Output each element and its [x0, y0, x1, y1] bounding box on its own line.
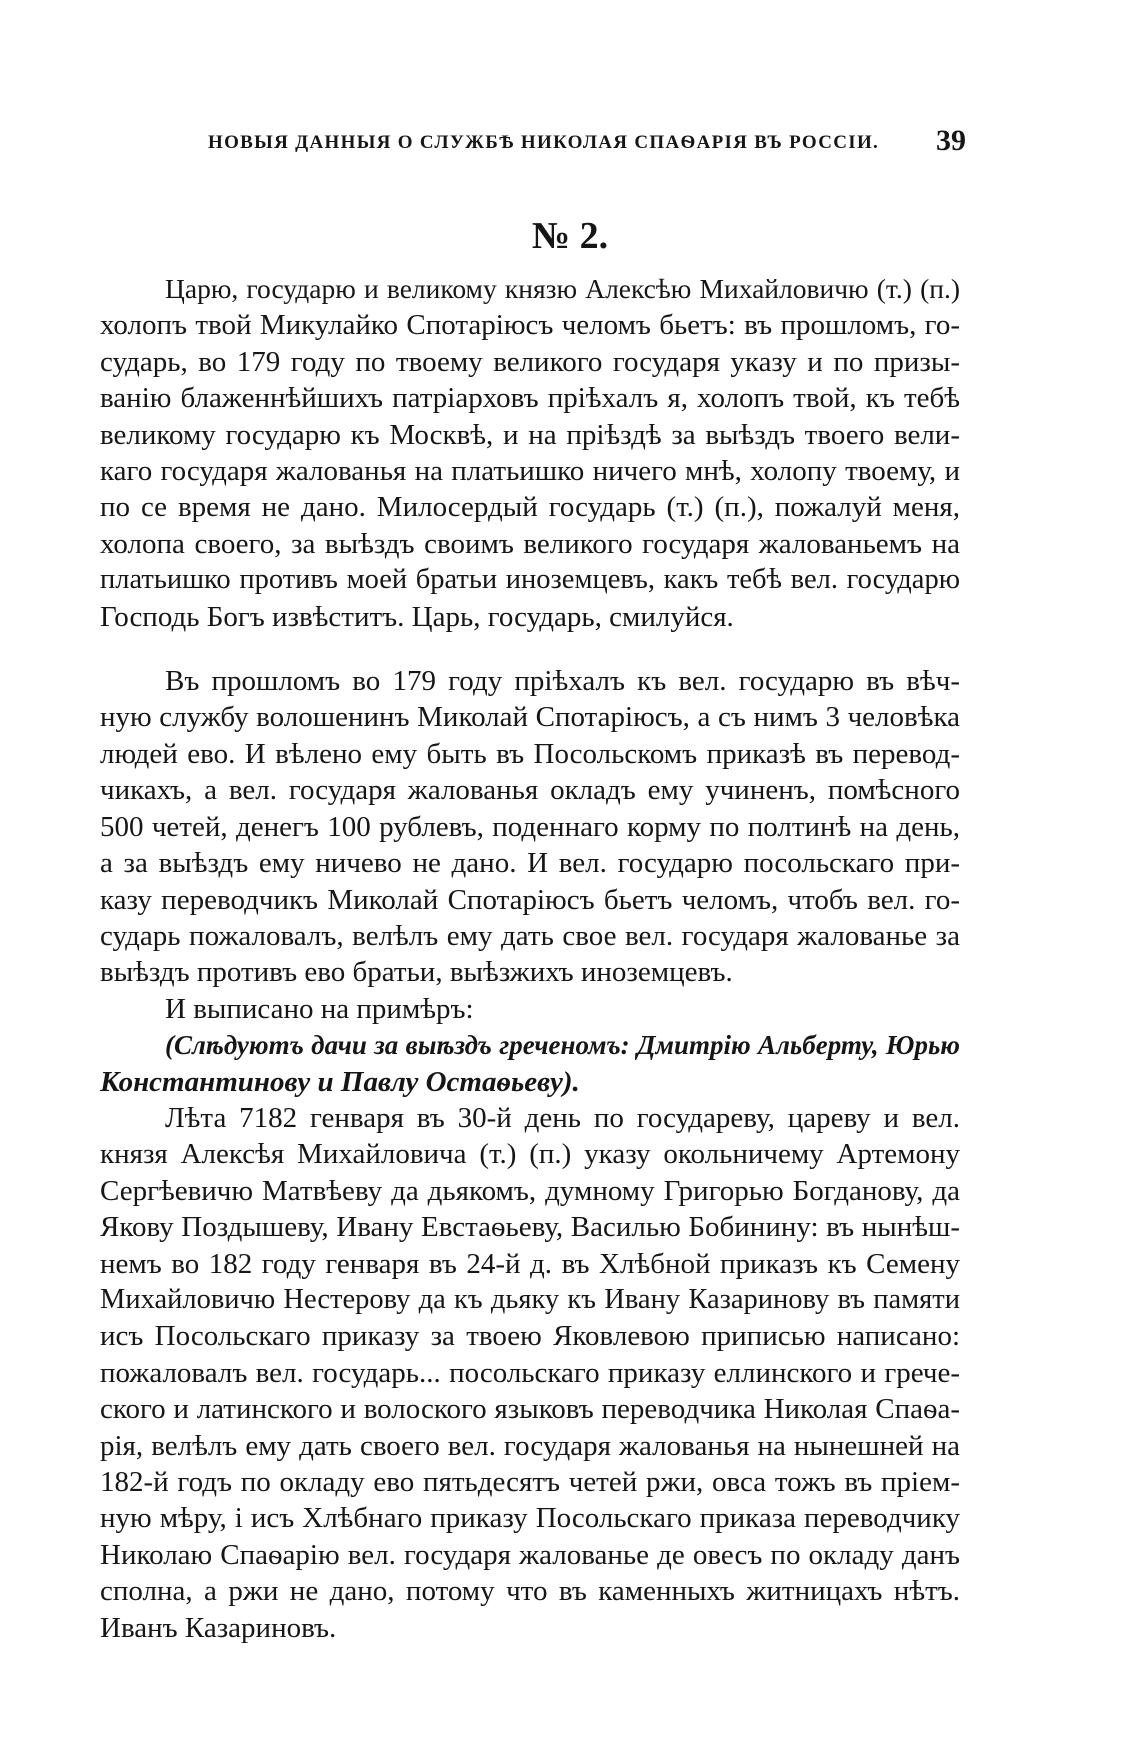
text-line: холопа своего, за выѣздъ своимъ великого государя жалованьемъ на: [100, 527, 960, 560]
text-line: Господь Богъ извѣститъ. Царь, государь, смилуйся.: [100, 600, 734, 633]
running-title: НОВЫЯ ДАННЫЯ О СЛУЖБѢ НИКОЛАЯ СПАѲАРІЯ ВЪ РОССІИ.: [208, 132, 880, 153]
page-header: [208, 124, 966, 164]
text-line: сударь пожаловалъ, велѣлъ ему дать свое вел. государя жалованье за: [100, 919, 960, 952]
text-line: выѣздъ противъ ево братьи, выѣзжихъ иноземцевъ.: [100, 956, 733, 989]
body-text: [100, 271, 960, 1646]
text-line: ную службу волошенинъ Миколай Спотаріюсъ, а съ нимъ 3 человѣка: [100, 701, 960, 734]
text-line: князя Алексѣя Михайловича (т.) (п.) указу окольничему Артемону: [100, 1138, 960, 1171]
text-line: Михайловичю Нестерову да къ дьяку къ Ивану Казаринову въ памяти: [100, 1283, 960, 1315]
text-line: а за выѣздъ ему ничево не дано. И вел. государю посольскаго при-: [100, 847, 960, 880]
text-line: сполна, а ржи не дано, потому что въ каменныхъ житницахъ нѣтъ.: [100, 1575, 960, 1608]
text-line: платьишко противъ моей братьи иноземцевъ, какъ тебѣ вел. государю: [100, 564, 960, 596]
document-number: № 2.: [531, 215, 609, 257]
text-line: Сергѣевичю Матвѣеву да дьякомъ, думному Григорью Богданову, да: [100, 1174, 960, 1207]
text-line: великому государю къ Москвѣ, и на пріѣздѣ за выѣздъ твоего вели-: [100, 418, 960, 451]
text-line: сударь, во 179 году по твоему великого государя указу и по призы-: [100, 345, 960, 378]
petition-paragraph: [100, 271, 960, 635]
text-line: каго государя жалованья на платьишко ничего мнѣ, холопу твоему, и: [100, 455, 960, 488]
text-line: немъ во 182 году генваря въ 24-й д. въ Хлѣбной приказъ къ Семену: [100, 1247, 960, 1280]
text-line: ванію блаженнѣйшихъ патріарховъ пріѣхалъ я, холопъ твой, къ тебѣ: [100, 382, 960, 415]
text-line: Якову Поздышеву, Ивану Евстаѳьеву, Василью Бобинину: въ нынѣш-: [100, 1211, 960, 1244]
decree-paragraph: [100, 1100, 960, 1610]
text-line: ную мѣру, і исъ Хлѣбнаго приказу Посольскаго приказа переводчику: [100, 1502, 960, 1535]
text-line: холопъ твой Микулайко Спотаріюсъ челомъ бьетъ: въ прошломъ, го-: [100, 309, 960, 342]
text-line: 182-й годъ по окладу ево пятьдесятъ четей ржи, овса тожъ въ пріем-: [100, 1466, 960, 1498]
text-line: Царю, государю и великому князю Алексѣю Михайловичю (т.) (п.): [165, 273, 960, 304]
text-line: рія, велѣлъ ему дать своего вел. государя жалованья на нынешней на: [100, 1429, 960, 1462]
text-line: казу переводчикъ Миколай Спотаріюсъ бьетъ челомъ, чтобъ вел. го-: [100, 883, 960, 916]
report-paragraph: [100, 663, 960, 991]
text-line: Въ прошломъ во 179 году пріѣхалъ къ вел. государю въ вѣч-: [165, 665, 960, 698]
text-line: Николаю Спаѳарію вел. государя жалованье де овесъ по окладу данъ: [100, 1538, 960, 1571]
text-line: Константинову и Павлу Остаѳьеву).: [100, 1065, 580, 1098]
text-line: чикахъ, а вел. государя жалованья окладъ ему учиненъ, помѣсного: [100, 774, 960, 807]
example-intro: И выписано на примѣръ:: [165, 992, 474, 1025]
page-number: 39: [936, 124, 966, 157]
text-line: людей ево. И вѣлено ему быть въ Посольскомъ приказѣ въ перевод-: [100, 737, 960, 770]
text-line: Лѣта 7182 генваря въ 30-й день по государеву, цареву и вел.: [165, 1101, 960, 1134]
editorial-note: [100, 1027, 960, 1100]
text-line: ского и латинского и волоского языковъ переводчика Николая Спаѳа-: [100, 1393, 960, 1426]
text-line: по се время не дано. Милосердый государь (т.) (п.), пожалуй меня,: [100, 491, 960, 524]
text-line: (Слѣдуютъ дачи за выѣздъ греченомъ: Дмитрію Альберту, Юрью: [165, 1030, 960, 1061]
text-line: 500 четей, денегъ 100 рублевъ, поденнаго корму по полтинѣ на день,: [100, 810, 960, 843]
signature: Иванъ Казариновъ.: [100, 1611, 337, 1644]
text-line: пожаловалъ вел. государь... посольскаго приказу еллинского и грече-: [100, 1356, 960, 1389]
text-line: исъ Посольскаго приказу за твоею Яковлевою приписью написано:: [100, 1320, 960, 1353]
